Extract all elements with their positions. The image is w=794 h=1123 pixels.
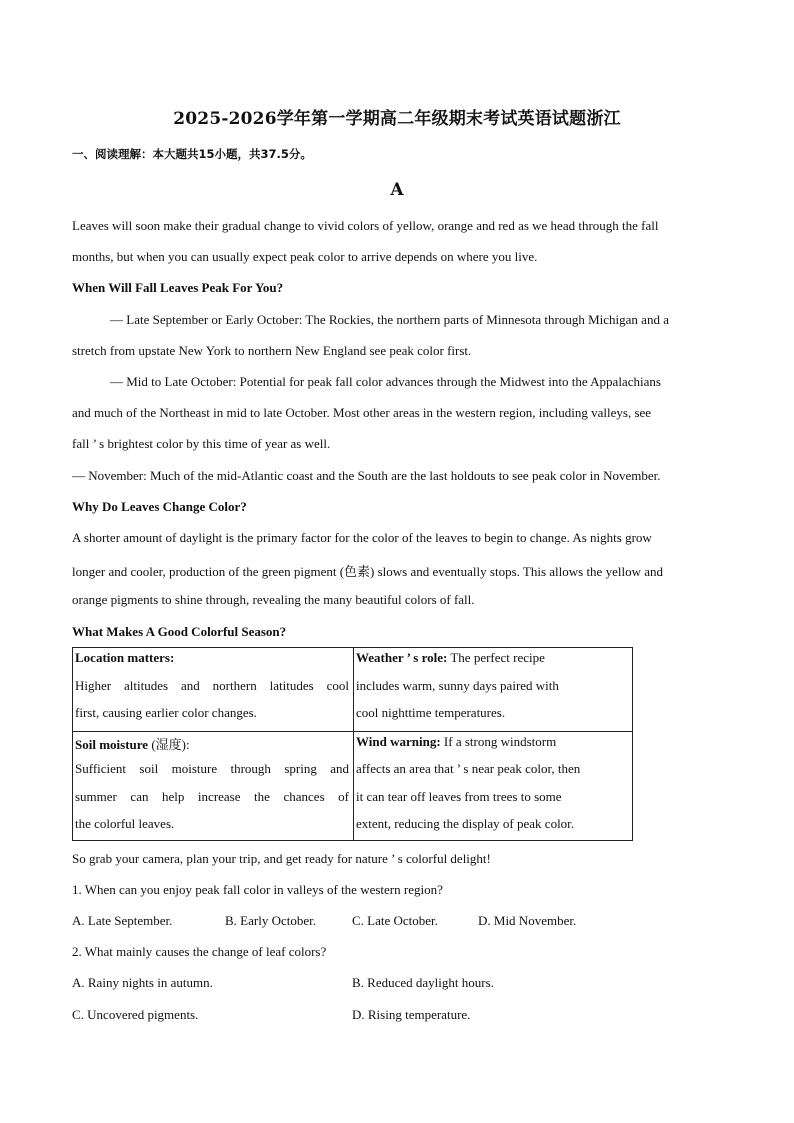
cell-line: it can tear off leaves from trees to some [356,789,562,804]
table-cell-soil [73,732,353,840]
option-a[interactable]: A. Rainy nights in autumn. [72,975,213,990]
option-d[interactable]: D. Mid November. [478,913,577,928]
cell-line [356,650,545,666]
cell-line: includes warm, sunny days paired with [356,678,559,693]
cell-line: the colorful leaves. [75,816,175,831]
question-stem: 1. When can you enjoy peak fall color in valleys of the western region? [72,882,443,897]
paragraph-line: longer and cooler, production of the green pigment (色素) slows and eventually stops. This allows the yellow and [72,564,663,579]
cell-line: extent, reducing the display of peak color. [356,816,575,831]
cell-title: Location matters: [75,650,175,665]
option-c[interactable]: C. Late October. [352,913,438,928]
cell-line [75,734,190,753]
cell-line [356,734,556,750]
paragraph-line: orange pigments to shine through, revealing the many beautiful colors of fall. [72,592,475,607]
cell-text: If a strong windstorm [440,734,557,749]
cell-line: first, causing earlier color changes. [75,705,257,720]
cell-title: Weather ’ s role: [356,650,448,665]
table-cell-weather [354,648,632,731]
cell-title: Wind warning: [356,734,441,749]
question-stem: 2. What mainly causes the change of leaf colors? [72,944,327,959]
intro-line-2: months, but when you can usually expect peak color to arrive depends on where you live. [72,249,538,264]
passage-label: A [390,180,404,200]
paragraph-line: and much of the Northeast in mid to late October. Most other areas in the western region, including valleys, see [72,405,652,420]
cell-text: The perfect recipe [447,650,545,665]
factors-table [72,647,633,841]
option-b[interactable]: B. Reduced daylight hours. [352,975,494,990]
cell-line: Sufficient soil moisture through spring and [75,761,349,776]
subheading-why: Why Do Leaves Change Color? [72,499,247,514]
option-c[interactable]: C. Uncovered pigments. [72,1007,199,1022]
cell-line: Higher altitudes and northern latitudes cool [75,678,349,693]
exam-title: 2025-2026学年第一学期高二年级期末考试英语试题浙江 [173,109,621,129]
section-heading: 一、阅读理解：本大题共15小题，共37.5分。 [72,147,312,161]
paragraph-line: stretch from upstate New York to northern New England see peak color first. [72,343,472,358]
paragraph-line: A shorter amount of daylight is the primary factor for the color of the leaves to begin to change. As nights grow [72,530,652,545]
cell-text: (湿度): [148,737,190,752]
paragraph-line: — Mid to Late October: Potential for peak fall color advances through the Midwest into the Appalachians [110,374,661,389]
option-a[interactable]: A. Late September. [72,913,173,928]
closing-line: So grab your camera, plan your trip, and get ready for nature ’ s colorful delight! [72,851,491,866]
cell-line: affects an area that ’ s near peak color, then [356,761,581,776]
option-d[interactable]: D. Rising temperature. [352,1007,471,1022]
cell-line: summer can help increase the chances of [75,789,349,804]
table-cell-wind [354,732,632,840]
paragraph-line: fall ’ s brightest color by this time of year as well. [72,436,331,451]
paragraph-line: — Late September or Early October: The Rockies, the northern parts of Minnesota through Michigan and a [110,312,669,327]
subheading-when: When Will Fall Leaves Peak For You? [72,280,284,295]
cell-line: cool nighttime temperatures. [356,705,506,720]
option-b[interactable]: B. Early October. [225,913,316,928]
cell-title: Soil moisture [75,737,149,752]
paragraph-line: — November: Much of the mid-Atlantic coast and the South are the last holdouts to see peak color in November. [72,468,661,483]
table-cell-location [73,648,353,731]
subheading-what: What Makes A Good Colorful Season? [72,624,287,639]
intro-line-1: Leaves will soon make their gradual change to vivid colors of yellow, orange and red as we head through the fall [72,218,659,233]
